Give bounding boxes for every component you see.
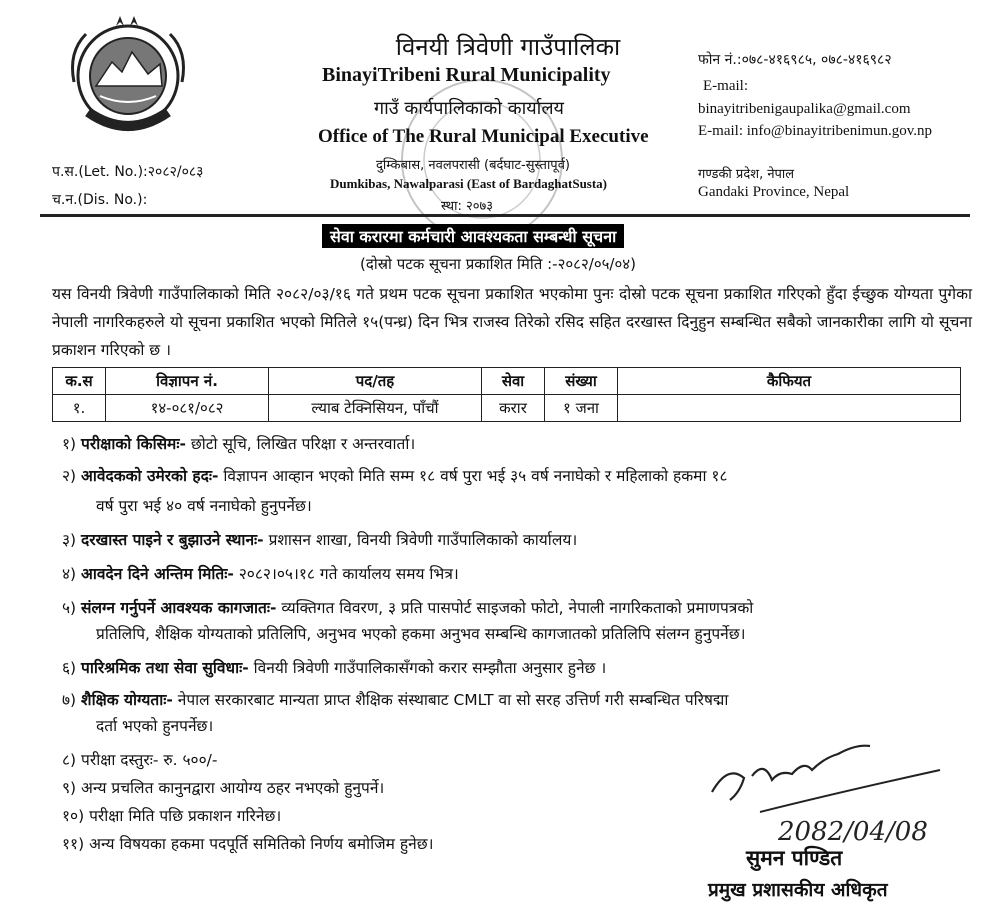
table-header-row xyxy=(53,368,961,395)
email-label: E-mail: xyxy=(703,78,748,94)
col-header: विज्ञापन नं. xyxy=(106,368,269,395)
list-item: ७) शैक्षिक योग्यताः- नेपाल सरकारबाट मान्यता प्राप्त शैक्षिक संस्थाबाट CMLT वा सो सरह उत्तिर्ण गरी सम्बन्धित परिषद्मा xyxy=(62,691,729,709)
address-en: Dumkibas, Nawalparasi (East of BardaghatSusta) xyxy=(330,176,608,191)
municipality-name-en: BinayiTribeni Rural Municipality xyxy=(322,64,611,86)
table-cell: ल्याब टेक्निसियन, पाँचौं xyxy=(269,395,482,422)
col-header: पद/तह xyxy=(269,368,482,395)
table-cell: १४-०८१/०८२ xyxy=(106,395,269,422)
signature-icon xyxy=(700,740,950,850)
list-item: ५) संलग्न गर्नुपर्ने आवश्यक कागजातः- व्यक्तिगत विवरण, ३ प्रति पासपोर्ट साइजको फोटो, नेपाली नागरिकताको प्रमाणपत्रको xyxy=(62,599,754,617)
email-secondary[interactable]: E-mail: info@binayitribenimun.gov.np xyxy=(698,123,933,139)
list-item: ६) पारिश्रमिक तथा सेवा सुविधाः- विनयी त्रिवेणी गाउँपालिकासँगको करार सम्झौता अनुसार हुनेछ । xyxy=(62,659,607,677)
table-cell: करार xyxy=(482,395,545,422)
letter-number: प.स.(Let. No.):२०८२/०८३ xyxy=(52,164,204,180)
col-header: क.स xyxy=(53,368,106,395)
table-row xyxy=(53,395,961,422)
office-name-np: गाउँ कार्यपालिकाको कार्यालय xyxy=(374,98,564,119)
col-header: सेवा xyxy=(482,368,545,395)
address-np: दुम्किबास, नवलपरासी (बर्दघाट-सुस्तापूर्व) xyxy=(376,158,570,173)
list-item: ९) अन्य प्रचलित कानुनद्वारा आयोग्य ठहर नभएको हुनुपर्ने। xyxy=(62,779,385,797)
list-item: १) परीक्षाको किसिमः- छोटो सूचि, लिखित परिक्षा र अन्तरवार्ता। xyxy=(62,435,416,453)
dispatch-number: च.न.(Dis. No.): xyxy=(52,192,148,208)
office-name-en: Office of The Rural Municipal Executive xyxy=(318,126,649,147)
list-item-continued: दर्ता भएको हुनपर्नेछ। xyxy=(96,717,214,735)
list-item: ४) आवदेन दिने अन्तिम मितिः- २०८२।०५।१८ गते कार्यालय समय भित्र। xyxy=(62,565,459,583)
col-header: कैफियत xyxy=(618,368,961,395)
table-cell: १. xyxy=(53,395,106,422)
list-item: ११) अन्य विषयका हकमा पदपूर्ति समितिको निर्णय बमोजिम हुनेछ। xyxy=(62,835,434,853)
municipality-name-np: विनयी त्रिवेणी गाउँपालिका xyxy=(395,33,621,61)
email-primary[interactable]: binayitribenigaupalika@gmail.com xyxy=(698,101,911,117)
list-item: १०) परीक्षा मिति पछि प्रकाशन गरिनेछ। xyxy=(62,807,282,825)
header-divider xyxy=(40,214,970,217)
notice-paragraph: यस विनयी त्रिवेणी गाउँपालिकाको मिति २०८२/०३/१६ गते प्रथम पटक सूचना प्रकाशित भएकोमा पुनः दोस्रो पटक सूचना प्रकाशित गरिएको हुँदा ईच्छुक योग्यता पुगेका नेपाली नागरिकहरुले यो सूचना प्रकाशित भएको मितिले १५(पन्ध्र) दिन भित्र राजस्व तिरेको रसिद सहित दरखास्त दिनुहुन सम्बन्धित सबैको जानकारीका लागि यो सूचना प्रकाशन गरिएको छ । xyxy=(52,285,972,359)
table-cell xyxy=(618,395,961,422)
province-np: गण्डकी प्रदेश, नेपाल xyxy=(698,167,795,182)
list-item: ८) परीक्षा दस्तुरः- रु. ५००/- xyxy=(62,751,218,769)
list-item-continued: वर्ष पुरा भई ४० वर्ष ननाघेको हुनुपर्नेछ। xyxy=(96,497,312,515)
notice-subtitle: (दोस्रो पटक सूचना प्रकाशित मिति :-२०८२/०५/०४) xyxy=(360,255,636,273)
table-cell: १ जना xyxy=(545,395,618,422)
col-header: संख्या xyxy=(545,368,618,395)
list-item-continued: प्रतिलिपि, शैक्षिक योग्यताको प्रतिलिपि, अनुभव भएको हकमा अनुभव सम्बन्धि कागजातको प्रतिलिपि संलग्न हुनुपर्नेछ। xyxy=(96,625,746,643)
vacancy-table xyxy=(52,367,961,422)
signature-date: 2082/04/08 xyxy=(778,817,928,847)
notice-title: सेवा करारमा कर्मचारी आवश्यकता सम्बन्धी सूचना xyxy=(322,224,624,248)
list-item: २) आवेदकको उमेरको हदः- विज्ञापन आव्हान भएको मिति सम्म १८ वर्ष पुरा भई ३५ वर्ष ननाघेको र महिलाको हकमा १८ xyxy=(62,467,728,485)
established-year: स्था: २०७३ xyxy=(441,199,494,214)
province-en: Gandaki Province, Nepal xyxy=(698,184,850,200)
phone-numbers: फोन नं.:०७८-४१६९८५, ०७८-४१६९८२ xyxy=(698,52,892,68)
signer-name: सुमन पण्डित xyxy=(746,846,843,870)
signer-title: प्रमुख प्रशासकीय अधिकृत xyxy=(708,879,888,901)
list-item: ३) दरखास्त पाइने र बुझाउने स्थानः- प्रशासन शाखा, विनयी त्रिवेणी गाउँपालिकाको कार्यालय। xyxy=(62,531,578,549)
